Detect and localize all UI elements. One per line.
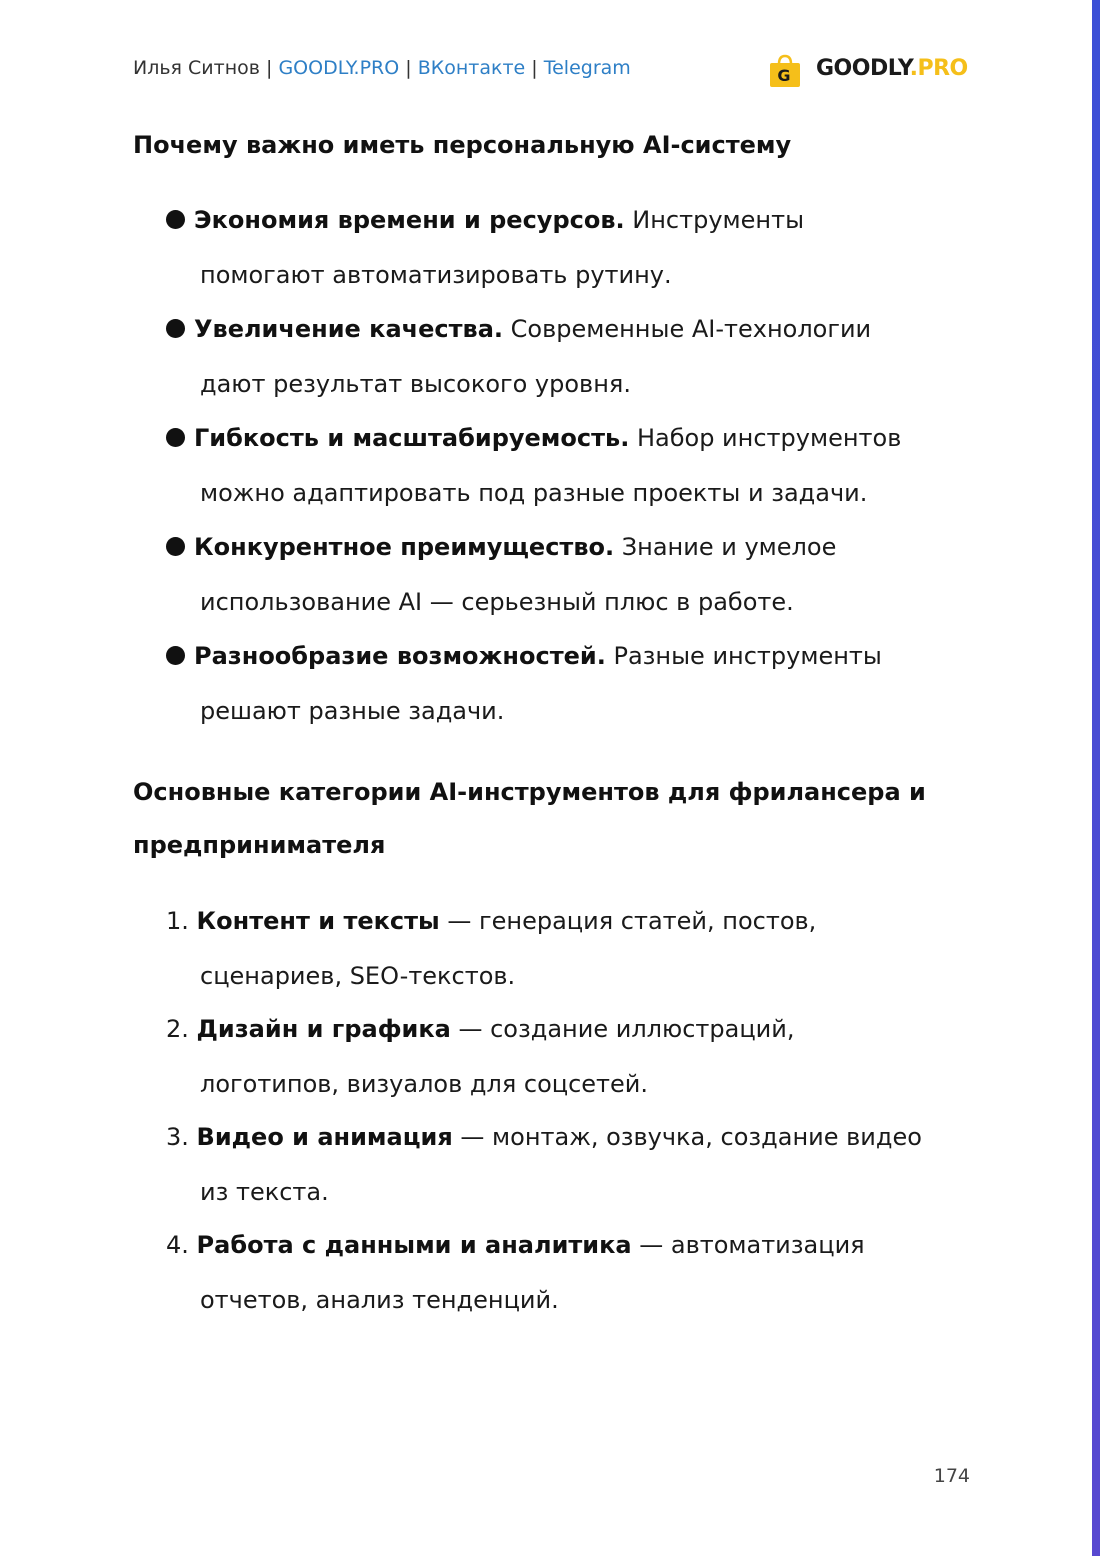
item-continuation: сценариев, SEO-текстов. — [200, 962, 516, 990]
section-heading-why: Почему важно иметь персональную AI-систему — [133, 131, 792, 159]
item-text: Знание и умелое — [614, 533, 837, 561]
item-continuation: отчетов, анализ тенденций. — [200, 1286, 559, 1314]
bullet-dot — [166, 646, 185, 665]
logo-text-main: GOODLY — [816, 56, 910, 81]
item-title: Дизайн и графика — [196, 1015, 451, 1043]
item-continuation: решают разные задачи. — [200, 697, 505, 725]
bullet-dot — [166, 428, 185, 447]
item-continuation: дают результат высокого уровня. — [200, 370, 631, 398]
item-number: 1. — [166, 907, 189, 935]
item-title: Конкурентное преимущество. — [194, 533, 615, 561]
section-heading-categories-cont: предпринимателя — [133, 831, 386, 859]
bullet-dot — [166, 319, 185, 338]
item-text: Современные AI-технологии — [503, 315, 872, 343]
page-number: 174 — [933, 1465, 970, 1487]
bullet-dot — [166, 537, 185, 556]
page-edge-bar — [1092, 0, 1100, 1556]
bullet-dot — [166, 210, 185, 229]
item-title: Гибкость и масштабируемость. — [194, 424, 630, 452]
logo-text-accent: .PRO — [909, 56, 968, 81]
logo-badge-letter: G — [777, 66, 791, 85]
item-text: Набор инструментов — [629, 424, 902, 452]
item-text: — генерация статей, постов, — [439, 907, 817, 935]
header-links — [133, 57, 631, 79]
item-text: — создание иллюстраций, — [450, 1015, 795, 1043]
goodly-pro-logo[interactable] — [769, 54, 969, 88]
item-title: Работа с данными и аналитика — [196, 1231, 632, 1259]
item-number: 3. — [166, 1123, 189, 1151]
item-continuation: из текста. — [200, 1178, 329, 1206]
shopping-bag-icon — [769, 54, 801, 88]
section-heading-categories: Основные категории AI-инструментов для фрилансера и — [133, 778, 926, 806]
item-text: Инструменты — [624, 206, 805, 234]
header-separator: | — [531, 57, 538, 79]
page-header — [133, 54, 973, 88]
item-title: Контент и тексты — [196, 907, 440, 935]
item-continuation: можно адаптировать под разные проекты и задачи. — [200, 479, 868, 507]
link-vkontakte[interactable]: ВКонтакте — [417, 57, 526, 79]
link-telegram[interactable]: Telegram — [543, 57, 631, 79]
item-continuation: помогают автоматизировать рутину. — [200, 261, 672, 289]
logo-wordmark — [816, 56, 968, 81]
item-continuation: использование AI — серьезный плюс в работе. — [200, 588, 794, 616]
item-text: — монтаж, озвучка, создание видео — [452, 1123, 922, 1151]
item-title: Увеличение качества. — [194, 315, 504, 343]
item-number: 2. — [166, 1015, 189, 1043]
header-separator: | — [405, 57, 412, 79]
item-title: Разнообразие возможностей. — [194, 642, 606, 670]
author-name: Илья Ситнов — [133, 57, 260, 79]
item-continuation: логотипов, визуалов для соцсетей. — [200, 1070, 649, 1098]
item-number: 4. — [166, 1231, 189, 1259]
item-title: Видео и анимация — [196, 1123, 453, 1151]
item-text: — автоматизация — [631, 1231, 865, 1259]
link-goodly-pro[interactable]: GOODLY.PRO — [278, 57, 400, 79]
item-title: Экономия времени и ресурсов. — [194, 206, 625, 234]
header-separator: | — [266, 57, 273, 79]
item-text: Разные инструменты — [605, 642, 882, 670]
